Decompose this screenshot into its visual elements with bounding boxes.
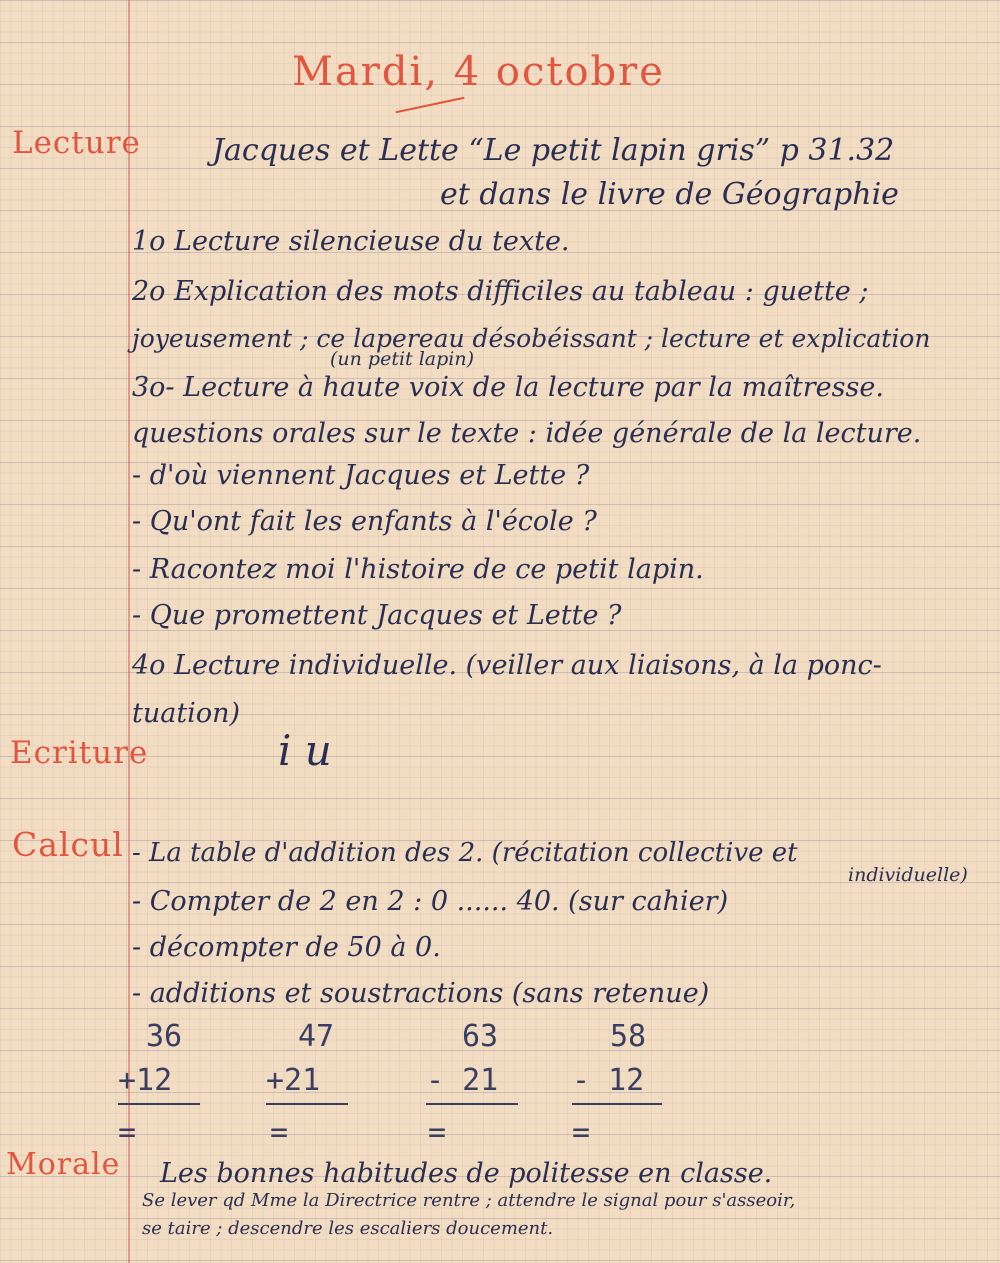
calcul-line-1-cont: individuelle) bbox=[848, 864, 968, 886]
lecture-heading: Lecture bbox=[12, 125, 141, 161]
operation-1-top: 36 bbox=[146, 1019, 183, 1054]
operation-2-top: 47 bbox=[298, 1019, 335, 1054]
ecriture-heading: Ecriture bbox=[10, 735, 149, 771]
calcul-heading: Calcul bbox=[12, 825, 124, 864]
morale-line-2: se taire ; descendre les escaliers doucement. bbox=[142, 1218, 554, 1239]
operation-3-top: 63 bbox=[462, 1019, 499, 1054]
ecriture-letters: i u bbox=[278, 726, 332, 775]
morale-line-1: Se lever qd Mme la Directrice rentre ; attendre le signal pour s'asseoir, bbox=[142, 1190, 796, 1211]
calcul-line-3: - décompter de 50 à 0. bbox=[132, 932, 441, 963]
calcul-line-2: - Compter de 2 en 2 : 0 ...... 40. (sur cahier) bbox=[132, 886, 729, 917]
lecture-item-3: joyeusement ; ce lapereau désobéissant ; lecture et explication bbox=[132, 324, 931, 353]
operation-4-result: = bbox=[572, 1115, 591, 1150]
date-underline bbox=[396, 97, 465, 114]
calcul-line-1: - La table d'addition des 2. (récitation collective et bbox=[132, 838, 798, 868]
operation-2-bottom: +21 bbox=[266, 1063, 321, 1098]
operation-1-result: = bbox=[118, 1115, 137, 1150]
lecture-item-2: 2o Explication des mots difficiles au tableau : guette ; bbox=[132, 276, 869, 307]
lecture-item-6-cont: tuation) bbox=[132, 698, 240, 729]
operation-2-result: = bbox=[270, 1115, 289, 1150]
morale-title: Les bonnes habitudes de politesse en classe. bbox=[160, 1158, 773, 1189]
morale-heading: Morale bbox=[6, 1147, 121, 1182]
operation-3-bottom: - 21 bbox=[426, 1063, 499, 1098]
operation-1-bar bbox=[118, 1103, 200, 1105]
operation-3-bar bbox=[426, 1103, 518, 1105]
lecture-reading-source: et dans le livre de Géographie bbox=[440, 177, 899, 212]
lecture-question-3: - Racontez moi l'histoire de ce petit lapin. bbox=[132, 554, 704, 585]
operation-4-bottom: - 12 bbox=[572, 1063, 645, 1098]
operation-4-top: 58 bbox=[610, 1019, 647, 1054]
lecture-question-2: - Qu'ont fait les enfants à l'école ? bbox=[132, 506, 597, 537]
lecture-item-4: 3o- Lecture à haute voix de la lecture par la maîtresse. bbox=[132, 372, 884, 403]
lecture-reading-title: Jacques et Lette “Le petit lapin gris” p 31.32 bbox=[212, 133, 895, 168]
lecture-item-1: 1o Lecture silencieuse du texte. bbox=[132, 226, 570, 257]
lecture-item-note: (un petit lapin) bbox=[330, 348, 475, 370]
lecture-question-4: - Que promettent Jacques et Lette ? bbox=[132, 600, 622, 631]
lecture-item-6: 4o Lecture individuelle. (veiller aux liaisons, à la ponc- bbox=[132, 650, 882, 681]
lecture-item-5: questions orales sur le texte : idée générale de la lecture. bbox=[132, 418, 922, 449]
operation-3-result: = bbox=[428, 1115, 447, 1150]
operation-4-bar bbox=[572, 1103, 662, 1105]
operation-2-bar bbox=[266, 1103, 348, 1105]
calcul-line-4: - additions et soustractions (sans retenue) bbox=[132, 978, 710, 1009]
operation-1-bottom: +12 bbox=[118, 1063, 173, 1098]
page-date: Mardi, 4 octobre bbox=[292, 49, 665, 95]
lecture-question-1: - d'où viennent Jacques et Lette ? bbox=[132, 460, 590, 491]
